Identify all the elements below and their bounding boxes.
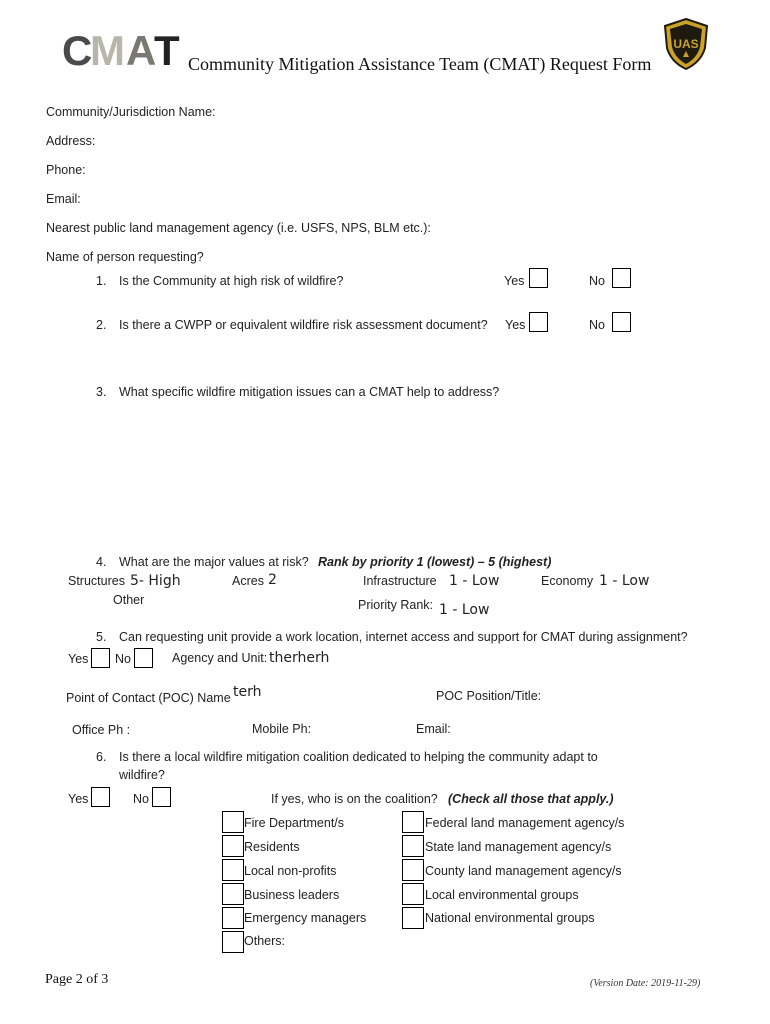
q6-number: 6. [96, 750, 107, 764]
q6-no-label: No [133, 792, 149, 806]
q2-number: 2. [96, 318, 107, 332]
poc-name-value[interactable]: terh [233, 684, 262, 700]
community-field-label: Community/Jurisdiction Name: [46, 105, 216, 119]
structures-label: Structures [68, 574, 125, 588]
version-date: (Version Date: 2019-11-29) [590, 978, 701, 989]
mobile-phone-label: Mobile Ph: [252, 722, 312, 736]
logo-letter-c: C [62, 27, 90, 74]
state-agency-checkbox[interactable] [402, 835, 424, 857]
state-agency-label: State land management agency/s [425, 840, 612, 854]
q3-text: What specific wildfire mitigation issues can a CMAT help to address? [119, 385, 500, 399]
q1-no-checkbox[interactable] [612, 268, 631, 288]
q1-number: 1. [96, 274, 107, 288]
q6-no-checkbox[interactable] [152, 787, 171, 807]
federal-agency-checkbox[interactable] [402, 811, 424, 833]
q1-yes-label: Yes [504, 274, 525, 288]
poc-title-label: POC Position/Title: [436, 689, 542, 703]
infrastructure-label: Infrastructure [363, 574, 437, 588]
acres-value[interactable]: 2 [268, 572, 277, 588]
logo-letter-m: M [90, 27, 122, 74]
local-environmental-label: Local environmental groups [425, 888, 579, 902]
economy-value[interactable]: 1 - Low [599, 573, 650, 589]
acres-label: Acres [232, 574, 264, 588]
business-leaders-checkbox[interactable] [222, 883, 244, 905]
page-number: Page 2 of 3 [45, 972, 109, 987]
office-phone-label: Office Ph : [72, 723, 131, 737]
address-field-label: Address: [46, 134, 96, 148]
q6-text-line1: Is there a local wildfire mitigation coalition dedicated to helping the community adapt to [119, 750, 598, 764]
local-nonprofits-checkbox[interactable] [222, 859, 244, 881]
q6-text-line2: wildfire? [119, 768, 165, 782]
other-label: Other [113, 593, 145, 607]
forest-service-shield-icon [663, 18, 709, 70]
business-leaders-label: Business leaders [244, 888, 340, 902]
requester-field-label: Name of person requesting? [46, 250, 204, 264]
agency-field-label: Nearest public land management agency (i.e. USFS, NPS, BLM etc.): [46, 221, 431, 235]
priority-rank-label: Priority Rank: [358, 598, 434, 612]
q1-no-label: No [589, 274, 605, 288]
fire-department-label: Fire Department/s [244, 816, 345, 830]
poc-name-label: Point of Contact (POC) Name [66, 691, 231, 705]
residents-label: Residents [244, 840, 300, 854]
cmat-logo [62, 27, 180, 74]
page-title: Community Mitigation Assistance Team (CMAT) Request Form [188, 54, 652, 74]
coalition-prompt: If yes, who is on the coalition? [271, 792, 438, 806]
q2-yes-checkbox[interactable] [529, 312, 548, 332]
structures-value[interactable]: 5- High [130, 573, 181, 589]
emergency-managers-checkbox[interactable] [222, 907, 244, 929]
priority-rank-value[interactable]: 1 - Low [439, 602, 490, 618]
coalition-note: (Check all those that apply.) [448, 792, 614, 806]
national-environmental-checkbox[interactable] [402, 907, 424, 929]
poc-email-label: Email: [416, 722, 451, 736]
others-label: Others: [244, 934, 285, 948]
local-nonprofits-label: Local non-profits [244, 864, 337, 878]
q5-text: Can requesting unit provide a work location, internet access and support for CMAT during assignment? [119, 630, 688, 644]
agency-unit-label: Agency and Unit: [172, 651, 268, 665]
q1-text: Is the Community at high risk of wildfire? [119, 274, 344, 288]
logo-letter-t: T [154, 27, 177, 74]
q2-no-label: No [589, 318, 605, 332]
q2-text: Is there a CWPP or equivalent wildfire risk assessment document? [119, 318, 488, 332]
federal-agency-label: Federal land management agency/s [425, 816, 625, 830]
fire-department-checkbox[interactable] [222, 811, 244, 833]
q6-yes-label: Yes [68, 792, 89, 806]
q4-text: What are the major values at risk? [119, 555, 309, 569]
logo-letter-a: A [126, 27, 154, 74]
county-agency-checkbox[interactable] [402, 859, 424, 881]
emergency-managers-label: Emergency managers [244, 911, 367, 925]
q2-yes-label: Yes [505, 318, 526, 332]
q5-no-checkbox[interactable] [134, 648, 153, 668]
q5-number: 5. [96, 630, 107, 644]
residents-checkbox[interactable] [222, 835, 244, 857]
economy-label: Economy [541, 574, 594, 588]
q5-no-label: No [115, 652, 131, 666]
q5-yes-checkbox[interactable] [91, 648, 110, 668]
q4-rank-note: Rank by priority 1 (lowest) – 5 (highest) [318, 555, 552, 569]
county-agency-label: County land management agency/s [425, 864, 622, 878]
national-environmental-label: National environmental groups [425, 911, 595, 925]
q1-yes-checkbox[interactable] [529, 268, 548, 288]
email-field-label: Email: [46, 192, 81, 206]
others-checkbox[interactable] [222, 931, 244, 953]
agency-unit-value[interactable]: therherh [269, 650, 330, 666]
q4-number: 4. [96, 555, 107, 569]
q2-no-checkbox[interactable] [612, 312, 631, 332]
q5-yes-label: Yes [68, 652, 89, 666]
q6-yes-checkbox[interactable] [91, 787, 110, 807]
phone-field-label: Phone: [46, 163, 86, 177]
q3-number: 3. [96, 385, 107, 399]
badge-text: UAS [673, 37, 699, 51]
local-environmental-checkbox[interactable] [402, 883, 424, 905]
infrastructure-value[interactable]: 1 - Low [449, 573, 500, 589]
